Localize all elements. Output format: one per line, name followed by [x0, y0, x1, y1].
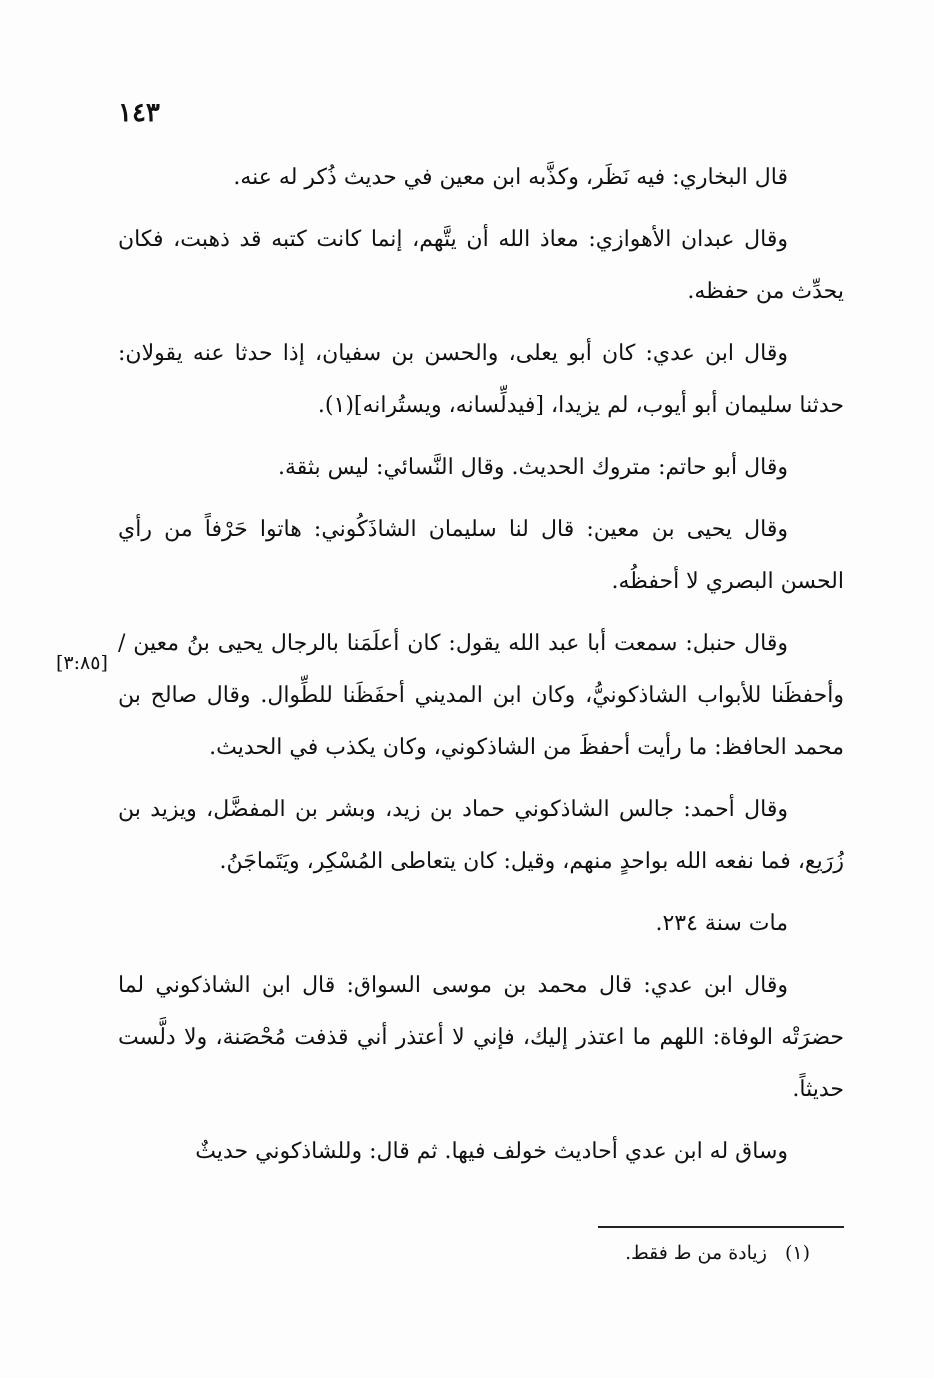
paragraph-abdan: وقال عبدان الأهوازي: معاذ الله أن يتَّهم، إنما كانت كتبه قد ذهبت، فكان يحدِّث من حفظه. [118, 227, 844, 304]
page-number: ١٤٣ [118, 98, 160, 128]
paragraph-yahya: وقال يحيى بن معين: قال لنا سليمان الشاذَكُوني: هاتوا حَرْفاً من رأي الحسن البصري لا أحفظُه. [118, 517, 844, 594]
margin-page-reference: [٣:٨٥] [56, 652, 108, 674]
paragraph-ibn-adi-2: وقال ابن عدي: قال محمد بن موسى السواق: قال ابن الشاذكوني لما حضرَتْه الوفاة: اللهم ما اعتذر إليك، فإني لا أعتذر أني قذفت مُحْصَنة، ولا دلَّست حديثاً. [118, 973, 844, 1102]
paragraph-ibn-adi-3: وساق له ابن عدي أحاديث خولف فيها. ثم قال: وللشاذكوني حديثٌ [195, 1139, 788, 1164]
paragraph-abu-hatim: وقال أبو حاتم: متروك الحديث. وقال النَّسائي: ليس بثقة. [277, 455, 788, 480]
paragraph-ahmad: وقال أحمد: جالس الشاذكوني حماد بن زيد، وبشر بن المفضَّل، ويزيد بن زُرَيع، فما نفعه الله بواحدٍ منهم، وقيل: كان يتعاطى المُسْكِر، ويَتَماجَنُ. [118, 797, 844, 874]
paragraph-ibn-adi-1: وقال ابن عدي: كان أبو يعلى، والحسن بن سفيان، إذا حدثا عنه يقولان: حدثنا سليمان أبو أيوب، لم يزيدا، [فيدلِّسانه، ويستُرانه](١). [118, 341, 844, 418]
main-text [118, 152, 844, 1178]
paragraph-hanbal: وقال حنبل: سمعت أبا عبد الله يقول: كان أعلَمَنا بالرجال يحيى بنُ معين / وأحفظَنا للأبواب الشاذكونيُّ، وكان ابن المديني أحفَظَنا للطِّوال. وقال صالح بن محمد الحافظ: ما رأيت أحفظَ من الشاذكوني، وكان يكذب في الحديث. [118, 631, 844, 760]
footnote-text: زيادة من ط فقط. [625, 1242, 767, 1264]
paragraph-bukhari: قال البخاري: فيه نَظَر، وكذَّبه ابن معين في حديث ذُكر له عنه. [233, 165, 788, 190]
footnote-divider [598, 1226, 844, 1228]
footnote-number: (١) [784, 1242, 810, 1264]
footnote [420, 1236, 844, 1270]
paragraph-death-year: مات سنة ٢٣٤. [655, 911, 788, 936]
